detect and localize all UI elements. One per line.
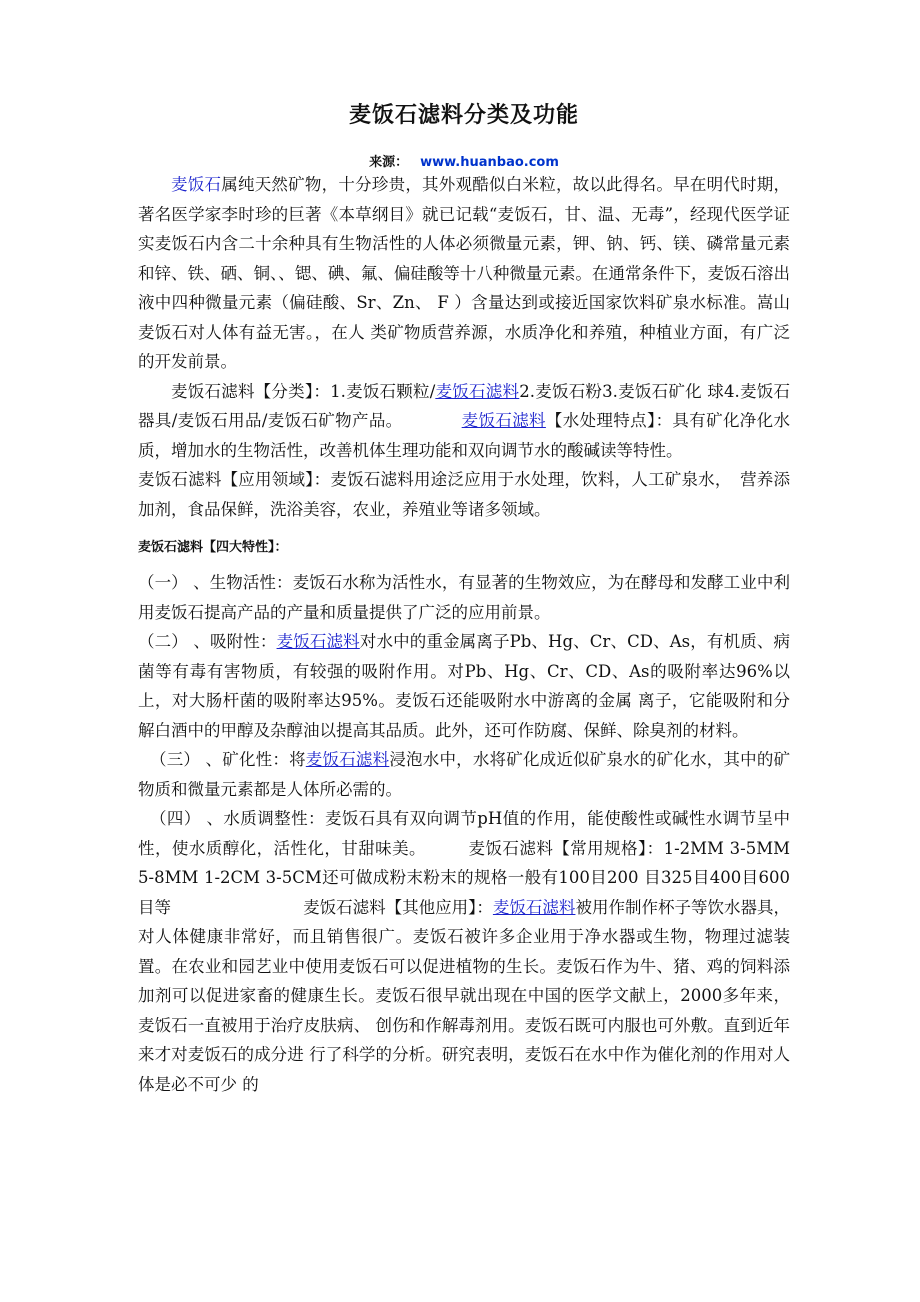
intro-paragraph [138,170,790,377]
classify-text-c: 【水处理特点】：具有矿化净化水质，增加水的生物活性，改善机体生理功能和双向调节水的酸碱读等特性。 [138,411,790,460]
feature-4-lead: （四） 、水质调整性：麦饭石具有双向调节pH值的作用，能使酸性或碱性水调节呈中性，使水质醇化，活性化，甘甜味美。 麦饭石滤料【常用规格】：1-2MM 3-5MM 5-8MM 1-2CM 3-5CM还可做成粉末粉末的规格一般有100目200 目325目400目600目等 麦饭石滤料【其他应用】： [138,809,790,917]
feature-1: （一） 、生物活性：麦饭石水称为活性水，有显著的生物效应，为在酵母和发酵工业中利用麦饭石提高产品的产量和质量提供了广泛的应用前景。 [138,573,790,622]
intro-link[interactable]: 麦饭石 [171,175,222,194]
intro-text: 属纯天然矿物，十分珍贵，其外观酷似白米粒，故以此得名。早在明代时期，著名医学家李时珍的巨著《本草纲目》就已记载“麦饭石，甘、温、无毒”，经现代医学证实麦饭石内含二十余种具有生物活性的人体必须微量元素，钾、钠、钙、镁、磷常量元素和锌、铁、硒、铜、、锶、碘、氟、偏硅酸等十八种微量元素。在通常条件下，麦饭石溶出液中四种微量元素（偏硅酸、Sr、Zn、 F ）含量达到或接近国家饮料矿泉水标准。嵩山麦饭石对人体有益无害。，在人 类矿物质营养源，水质净化和养殖，种植业方面，有广泛的开发前景。 [138,175,791,371]
features-heading: 麦饭石滤料【四大特性】： [138,540,288,555]
feature-2 [138,627,790,745]
feature-4-text: 被用作制作杯子等饮水器具，对人体健康非常好，而且销售很广。麦饭石被许多企业用于净水器或生物，物理过滤装置。在农业和园艺业中使用麦饭石可以促进植物的生长。麦饭石作为牛、猪、鸡的饲料添加剂可以促进家畜的健康生长。麦饭石很早就出现在中国的医学文献上，2000多年来，麦饭石一直被用于治疗皮肤病、 创伤和作解毒剂用。麦饭石既可内服也可外敷。直到近年来才对麦饭石的成分进 行了科学的分析。研究表明，麦饭石在水中作为催化剂的作用对人体是必不可少 的 [138,897,791,1094]
classify-paragraph [138,377,790,466]
feature-3-link[interactable]: 麦饭石滤料 [305,750,390,769]
application-paragraph: 麦饭石滤料【应用领域】：麦饭石滤料用途泛应用于水处理，饮料，人工矿泉水， 营养添加剂，食品保鲜，洗浴美容，农业，养殖业等诸多领域。 [138,470,790,519]
feature-4 [138,804,790,1099]
feature-2-link[interactable]: 麦饭石滤料 [276,632,360,651]
feature-3-lead: （三） 、矿化性：将 [150,750,306,769]
feature-2-lead: （二） 、吸附性： [138,632,277,651]
classify-link-2[interactable]: 麦饭石滤料 [461,411,546,430]
source-label: 来源： [369,155,409,170]
feature-3-text: 浸泡水中，水将矿化成近似矿泉水的矿化水，其中的矿物质和微量元素都是人体所必需的。 [138,750,791,799]
feature-4-link[interactable]: 麦饭石滤料 [492,897,576,917]
source-line [138,151,790,170]
page-title: 麦饭石滤料分类及功能 [348,103,579,128]
classify-link-1[interactable]: 麦饭石滤料 [435,381,520,401]
classify-text-a: 麦饭石滤料【分类】：1.麦饭石颗粒/ [171,381,436,401]
classify-text-b: 2.麦饭石粉3.麦饭石矿化 球4.麦饭石器具/麦饭石用品/麦饭石矿物产品。 [138,381,790,430]
feature-3 [138,745,790,804]
article-body [138,170,790,1099]
feature-2-text: 对水中的重金属离子Pb、Hg、Cr、CD、As，有机质、病菌等有毒有害物质，有较强的吸附作用。对Pb、Hg、Cr、CD、As的吸附率达96%以上，对大肠杆菌的吸附率达95%。麦饭石还能吸附水中游离的金属 离子，它能吸附和分解白酒中的甲醇及杂醇油以提高其品质。此外，还可作防腐、保鲜、除臭剂的材料。 [138,632,791,740]
source-url-link[interactable]: www.huanbao.com [420,155,559,170]
